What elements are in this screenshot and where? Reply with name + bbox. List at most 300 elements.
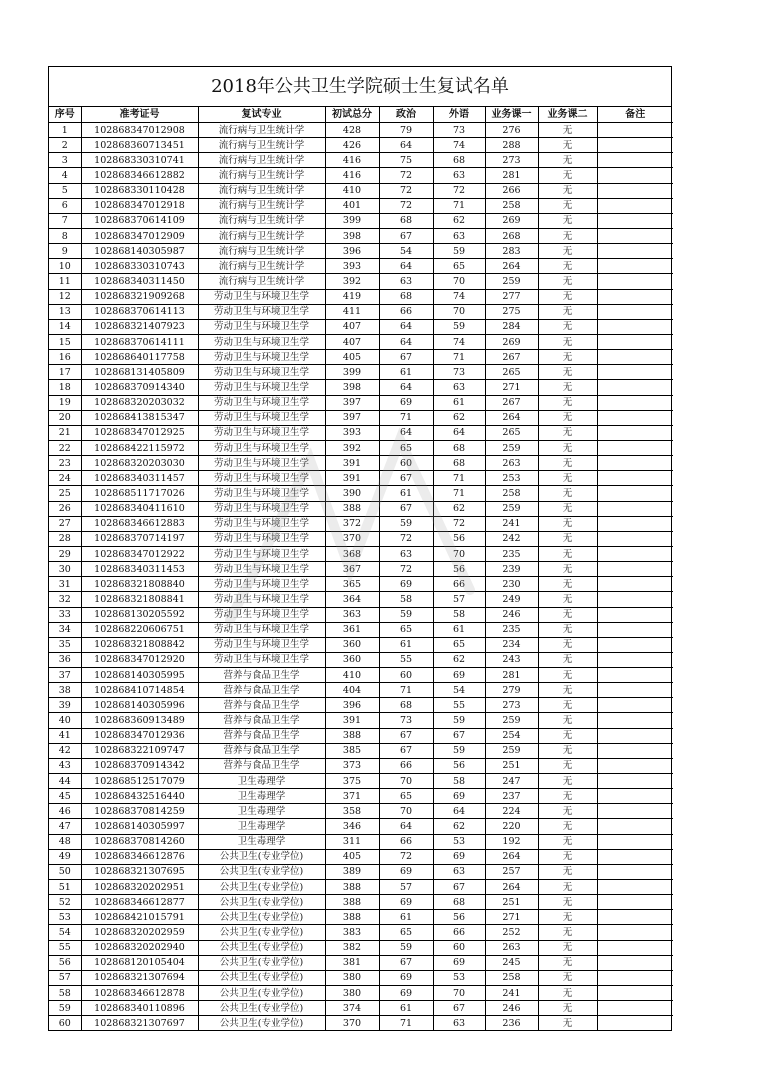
- row-index: 56: [49, 955, 81, 970]
- exam-id: 102868320202951: [81, 880, 198, 895]
- subject-one-score: 230: [485, 577, 538, 592]
- header-subject-two: 业务课二: [538, 107, 597, 123]
- subject-one-score: 264: [485, 880, 538, 895]
- politics-score: 69: [379, 864, 433, 879]
- table-row: [49, 955, 673, 970]
- table-row: [49, 592, 673, 607]
- row-index: 48: [49, 834, 81, 849]
- remarks: [597, 728, 673, 743]
- exam-id: 102868140305995: [81, 668, 198, 683]
- politics-score: 67: [379, 728, 433, 743]
- politics-score: 67: [379, 228, 433, 243]
- total-score: 311: [325, 834, 379, 849]
- total-score: 372: [325, 516, 379, 531]
- remarks: [597, 683, 673, 698]
- row-index: 9: [49, 244, 81, 259]
- major: 卫生毒理学: [198, 789, 325, 804]
- subject-two-score: 无: [538, 683, 597, 698]
- table-row: [49, 713, 673, 728]
- remarks: [597, 1016, 673, 1031]
- major: 劳动卫生与环境卫生学: [198, 395, 325, 410]
- remarks: [597, 986, 673, 1001]
- total-score: 381: [325, 955, 379, 970]
- subject-one-score: 258: [485, 970, 538, 985]
- remarks: [597, 819, 673, 834]
- subject-two-score: 无: [538, 864, 597, 879]
- subject-two-score: 无: [538, 986, 597, 1001]
- row-index: 33: [49, 607, 81, 622]
- politics-score: 64: [379, 425, 433, 440]
- row-index: 37: [49, 668, 81, 683]
- total-score: 371: [325, 789, 379, 804]
- table-row: [49, 319, 673, 334]
- row-index: 41: [49, 728, 81, 743]
- remarks: [597, 789, 673, 804]
- major: 营养与食品卫生学: [198, 728, 325, 743]
- subject-one-score: 263: [485, 456, 538, 471]
- row-index: 8: [49, 228, 81, 243]
- total-score: 397: [325, 395, 379, 410]
- table-row: [49, 168, 673, 183]
- row-index: 5: [49, 183, 81, 198]
- table-row: [49, 652, 673, 667]
- politics-score: 72: [379, 168, 433, 183]
- total-score: 392: [325, 440, 379, 455]
- subject-two-score: 无: [538, 168, 597, 183]
- major: 劳动卫生与环境卫生学: [198, 304, 325, 319]
- foreign-language-score: 71: [433, 486, 485, 501]
- subject-one-score: 253: [485, 471, 538, 486]
- exam-id: 102868321307697: [81, 1016, 198, 1031]
- remarks: [597, 350, 673, 365]
- subject-one-score: 267: [485, 395, 538, 410]
- subject-one-score: 236: [485, 1016, 538, 1031]
- subject-two-score: 无: [538, 622, 597, 637]
- table-row: [49, 471, 673, 486]
- table-row: [49, 849, 673, 864]
- subject-one-score: 259: [485, 713, 538, 728]
- major: 公共卫生(专业学位): [198, 940, 325, 955]
- exam-id: 102868321407923: [81, 319, 198, 334]
- remarks: [597, 123, 673, 138]
- subject-two-score: 无: [538, 577, 597, 592]
- subject-one-score: 251: [485, 895, 538, 910]
- politics-score: 72: [379, 562, 433, 577]
- subject-one-score: 224: [485, 804, 538, 819]
- foreign-language-score: 59: [433, 244, 485, 259]
- major: 劳动卫生与环境卫生学: [198, 501, 325, 516]
- exam-id: 102868321909268: [81, 289, 198, 304]
- table-row: [49, 516, 673, 531]
- table-row: [49, 925, 673, 940]
- major: 劳动卫生与环境卫生学: [198, 365, 325, 380]
- politics-score: 69: [379, 970, 433, 985]
- total-score: 365: [325, 577, 379, 592]
- subject-two-score: 无: [538, 1016, 597, 1031]
- remarks: [597, 562, 673, 577]
- table-row: [49, 213, 673, 228]
- foreign-language-score: 60: [433, 940, 485, 955]
- row-index: 21: [49, 425, 81, 440]
- exam-id: 102868370814260: [81, 834, 198, 849]
- major: 流行病与卫生统计学: [198, 123, 325, 138]
- table-row: [49, 304, 673, 319]
- row-index: 17: [49, 365, 81, 380]
- major: 劳动卫生与环境卫生学: [198, 516, 325, 531]
- table-row: [49, 607, 673, 622]
- major: 劳动卫生与环境卫生学: [198, 562, 325, 577]
- subject-one-score: 259: [485, 501, 538, 516]
- total-score: 380: [325, 986, 379, 1001]
- subject-two-score: 无: [538, 1001, 597, 1016]
- remarks: [597, 304, 673, 319]
- foreign-language-score: 74: [433, 334, 485, 349]
- foreign-language-score: 70: [433, 546, 485, 561]
- major: 劳动卫生与环境卫生学: [198, 577, 325, 592]
- foreign-language-score: 67: [433, 728, 485, 743]
- major: 公共卫生(专业学位): [198, 986, 325, 1001]
- total-score: 416: [325, 168, 379, 183]
- remarks: [597, 183, 673, 198]
- table-row: [49, 410, 673, 425]
- major: 劳动卫生与环境卫生学: [198, 471, 325, 486]
- total-score: 393: [325, 425, 379, 440]
- row-index: 40: [49, 713, 81, 728]
- major: 劳动卫生与环境卫生学: [198, 440, 325, 455]
- candidate-table: [49, 107, 673, 1030]
- row-index: 43: [49, 758, 81, 773]
- subject-two-score: 无: [538, 910, 597, 925]
- politics-score: 59: [379, 516, 433, 531]
- foreign-language-score: 63: [433, 168, 485, 183]
- foreign-language-score: 57: [433, 592, 485, 607]
- foreign-language-score: 69: [433, 668, 485, 683]
- politics-score: 66: [379, 834, 433, 849]
- subject-one-score: 275: [485, 304, 538, 319]
- foreign-language-score: 53: [433, 834, 485, 849]
- foreign-language-score: 73: [433, 123, 485, 138]
- subject-one-score: 273: [485, 698, 538, 713]
- subject-one-score: 249: [485, 592, 538, 607]
- politics-score: 69: [379, 986, 433, 1001]
- remarks: [597, 758, 673, 773]
- exam-id: 102868220606751: [81, 622, 198, 637]
- major: 劳动卫生与环境卫生学: [198, 486, 325, 501]
- politics-score: 71: [379, 410, 433, 425]
- remarks: [597, 955, 673, 970]
- exam-id: 102868360913489: [81, 713, 198, 728]
- table-row: [49, 198, 673, 213]
- foreign-language-score: 71: [433, 471, 485, 486]
- major: 劳动卫生与环境卫生学: [198, 350, 325, 365]
- table-row: [49, 244, 673, 259]
- foreign-language-score: 69: [433, 955, 485, 970]
- exam-id: 102868140305987: [81, 244, 198, 259]
- subject-one-score: 264: [485, 259, 538, 274]
- subject-two-score: 无: [538, 334, 597, 349]
- row-index: 24: [49, 471, 81, 486]
- subject-one-score: 268: [485, 228, 538, 243]
- major: 卫生毒理学: [198, 804, 325, 819]
- foreign-language-score: 74: [433, 289, 485, 304]
- table-row: [49, 365, 673, 380]
- politics-score: 60: [379, 668, 433, 683]
- foreign-language-score: 61: [433, 622, 485, 637]
- major: 公共卫生(专业学位): [198, 955, 325, 970]
- remarks: [597, 486, 673, 501]
- row-index: 20: [49, 410, 81, 425]
- total-score: 396: [325, 698, 379, 713]
- row-index: 25: [49, 486, 81, 501]
- subject-one-score: 264: [485, 849, 538, 864]
- subject-two-score: 无: [538, 501, 597, 516]
- major: 公共卫生(专业学位): [198, 1016, 325, 1031]
- table-row: [49, 259, 673, 274]
- table-row: [49, 789, 673, 804]
- subject-one-score: 245: [485, 955, 538, 970]
- politics-score: 65: [379, 622, 433, 637]
- major: 营养与食品卫生学: [198, 758, 325, 773]
- foreign-language-score: 62: [433, 213, 485, 228]
- subject-one-score: 251: [485, 758, 538, 773]
- subject-two-score: 无: [538, 123, 597, 138]
- remarks: [597, 652, 673, 667]
- subject-two-score: 无: [538, 289, 597, 304]
- major: 劳动卫生与环境卫生学: [198, 456, 325, 471]
- politics-score: 55: [379, 652, 433, 667]
- table-row: [49, 1001, 673, 1016]
- row-index: 11: [49, 274, 81, 289]
- subject-two-score: 无: [538, 743, 597, 758]
- table-row: [49, 577, 673, 592]
- foreign-language-score: 68: [433, 153, 485, 168]
- exam-id: 102868340110896: [81, 1001, 198, 1016]
- table-row: [49, 683, 673, 698]
- subject-two-score: 无: [538, 198, 597, 213]
- foreign-language-score: 69: [433, 849, 485, 864]
- major: 卫生毒理学: [198, 819, 325, 834]
- exam-id: 102868422115972: [81, 440, 198, 455]
- foreign-language-score: 63: [433, 228, 485, 243]
- subject-one-score: 234: [485, 637, 538, 652]
- subject-one-score: 243: [485, 652, 538, 667]
- total-score: 391: [325, 471, 379, 486]
- subject-one-score: 235: [485, 622, 538, 637]
- row-index: 32: [49, 592, 81, 607]
- table-row: [49, 940, 673, 955]
- remarks: [597, 637, 673, 652]
- row-index: 23: [49, 456, 81, 471]
- foreign-language-score: 66: [433, 577, 485, 592]
- table-row: [49, 637, 673, 652]
- row-index: 13: [49, 304, 81, 319]
- total-score: 397: [325, 410, 379, 425]
- table-row: [49, 380, 673, 395]
- subject-one-score: 220: [485, 819, 538, 834]
- exam-id: 102868432516440: [81, 789, 198, 804]
- row-index: 57: [49, 970, 81, 985]
- major: 流行病与卫生统计学: [198, 183, 325, 198]
- exam-id: 102868120105404: [81, 955, 198, 970]
- politics-score: 64: [379, 819, 433, 834]
- politics-score: 69: [379, 895, 433, 910]
- major: 劳动卫生与环境卫生学: [198, 546, 325, 561]
- exam-id: 102868320203032: [81, 395, 198, 410]
- total-score: 374: [325, 1001, 379, 1016]
- politics-score: 61: [379, 910, 433, 925]
- subject-two-score: 无: [538, 319, 597, 334]
- total-score: 367: [325, 562, 379, 577]
- total-score: 405: [325, 849, 379, 864]
- table-row: [49, 895, 673, 910]
- total-score: 370: [325, 531, 379, 546]
- subject-two-score: 无: [538, 395, 597, 410]
- politics-score: 63: [379, 546, 433, 561]
- exam-id: 102868347012925: [81, 425, 198, 440]
- table-row: [49, 819, 673, 834]
- foreign-language-score: 59: [433, 713, 485, 728]
- remarks: [597, 743, 673, 758]
- exam-id: 102868640117758: [81, 350, 198, 365]
- total-score: 388: [325, 728, 379, 743]
- remarks: [597, 259, 673, 274]
- table-row: [49, 910, 673, 925]
- header-subject-one: 业务课一: [485, 107, 538, 123]
- major: 劳动卫生与环境卫生学: [198, 622, 325, 637]
- foreign-language-score: 62: [433, 819, 485, 834]
- remarks: [597, 531, 673, 546]
- politics-score: 67: [379, 471, 433, 486]
- subject-one-score: 246: [485, 607, 538, 622]
- total-score: 380: [325, 970, 379, 985]
- table-row: [49, 350, 673, 365]
- politics-score: 63: [379, 274, 433, 289]
- major: 卫生毒理学: [198, 774, 325, 789]
- foreign-language-score: 61: [433, 395, 485, 410]
- row-index: 2: [49, 138, 81, 153]
- subject-one-score: 288: [485, 138, 538, 153]
- subject-one-score: 271: [485, 380, 538, 395]
- exam-id: 102868370714197: [81, 531, 198, 546]
- table-row: [49, 531, 673, 546]
- subject-one-score: 242: [485, 531, 538, 546]
- exam-id: 102868347012936: [81, 728, 198, 743]
- exam-id: 102868130205592: [81, 607, 198, 622]
- subject-two-score: 无: [538, 471, 597, 486]
- subject-two-score: 无: [538, 955, 597, 970]
- remarks: [597, 395, 673, 410]
- row-index: 42: [49, 743, 81, 758]
- politics-score: 64: [379, 380, 433, 395]
- total-score: 388: [325, 501, 379, 516]
- subject-two-score: 无: [538, 940, 597, 955]
- subject-one-score: 259: [485, 274, 538, 289]
- subject-two-score: 无: [538, 607, 597, 622]
- major: 流行病与卫生统计学: [198, 138, 325, 153]
- exam-id: 102868140305996: [81, 698, 198, 713]
- foreign-language-score: 68: [433, 456, 485, 471]
- table-row: [49, 622, 673, 637]
- total-score: 401: [325, 198, 379, 213]
- remarks: [597, 849, 673, 864]
- major: 流行病与卫生统计学: [198, 274, 325, 289]
- major: 营养与食品卫生学: [198, 668, 325, 683]
- header-index: 序号: [49, 107, 81, 123]
- remarks: [597, 228, 673, 243]
- major: 流行病与卫生统计学: [198, 213, 325, 228]
- table-row: [49, 758, 673, 773]
- exam-id: 102868322109747: [81, 743, 198, 758]
- subject-one-score: 284: [485, 319, 538, 334]
- politics-score: 66: [379, 304, 433, 319]
- politics-score: 68: [379, 213, 433, 228]
- politics-score: 70: [379, 804, 433, 819]
- exam-id: 102868330310741: [81, 153, 198, 168]
- politics-score: 64: [379, 259, 433, 274]
- row-index: 10: [49, 259, 81, 274]
- total-score: 391: [325, 713, 379, 728]
- major: 公共卫生(专业学位): [198, 895, 325, 910]
- row-index: 46: [49, 804, 81, 819]
- row-index: 4: [49, 168, 81, 183]
- politics-score: 64: [379, 138, 433, 153]
- major: 劳动卫生与环境卫生学: [198, 319, 325, 334]
- foreign-language-score: 56: [433, 562, 485, 577]
- row-index: 35: [49, 637, 81, 652]
- row-index: 39: [49, 698, 81, 713]
- table-row: [49, 334, 673, 349]
- politics-score: 72: [379, 183, 433, 198]
- subject-two-score: 无: [538, 516, 597, 531]
- table-row: [49, 138, 673, 153]
- subject-two-score: 无: [538, 698, 597, 713]
- major: 劳动卫生与环境卫生学: [198, 380, 325, 395]
- subject-two-score: 无: [538, 652, 597, 667]
- remarks: [597, 410, 673, 425]
- subject-one-score: 241: [485, 516, 538, 531]
- subject-two-score: 无: [538, 138, 597, 153]
- remarks: [597, 501, 673, 516]
- foreign-language-score: 72: [433, 516, 485, 531]
- foreign-language-score: 65: [433, 259, 485, 274]
- major: 公共卫生(专业学位): [198, 880, 325, 895]
- subject-two-score: 无: [538, 637, 597, 652]
- subject-one-score: 252: [485, 925, 538, 940]
- politics-score: 72: [379, 198, 433, 213]
- politics-score: 61: [379, 365, 433, 380]
- exam-id: 102868320203030: [81, 456, 198, 471]
- row-index: 45: [49, 789, 81, 804]
- remarks: [597, 910, 673, 925]
- row-index: 27: [49, 516, 81, 531]
- header-major: 复试专业: [198, 107, 325, 123]
- row-index: 58: [49, 986, 81, 1001]
- subject-two-score: 无: [538, 228, 597, 243]
- exam-id: 102868347012908: [81, 123, 198, 138]
- exam-id: 102868140305997: [81, 819, 198, 834]
- exam-id: 102868370914340: [81, 380, 198, 395]
- subject-two-score: 无: [538, 440, 597, 455]
- score-sheet: [48, 66, 672, 1031]
- subject-one-score: 237: [485, 789, 538, 804]
- subject-two-score: 无: [538, 804, 597, 819]
- subject-one-score: 257: [485, 864, 538, 879]
- table-row: [49, 698, 673, 713]
- subject-two-score: 无: [538, 425, 597, 440]
- subject-one-score: 281: [485, 168, 538, 183]
- row-index: 14: [49, 319, 81, 334]
- major: 公共卫生(专业学位): [198, 910, 325, 925]
